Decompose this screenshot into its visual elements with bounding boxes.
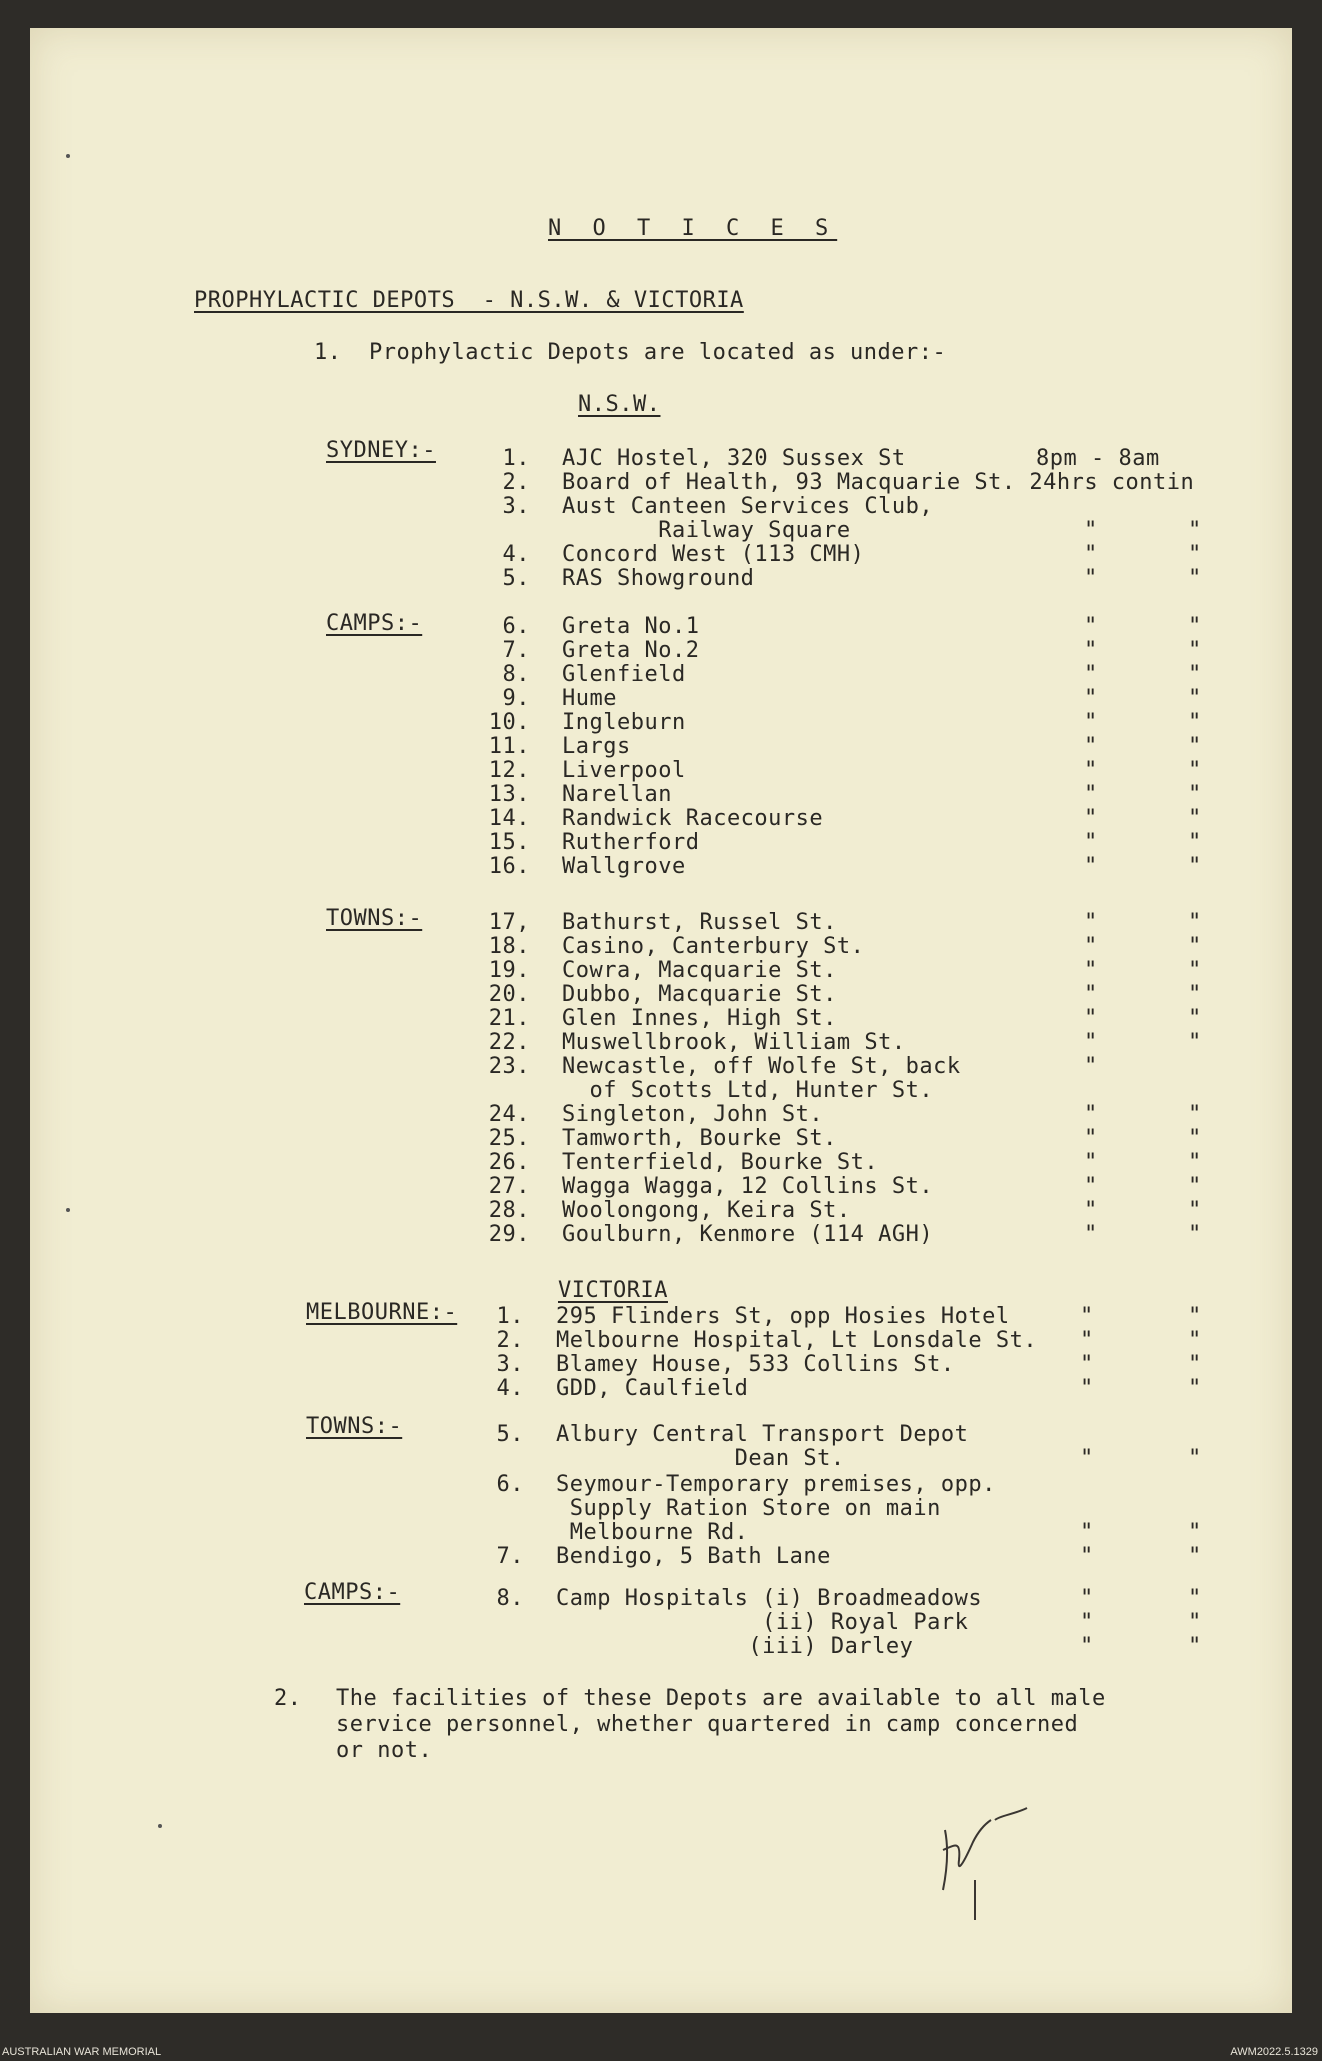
label-vic-camps: CAMPS:- [304, 1580, 401, 1605]
row-text: Casino, Canterbury St. [562, 934, 865, 959]
scan-speck [66, 1208, 70, 1212]
row-number: 13. [488, 782, 530, 807]
ditto-mark: " [1084, 734, 1098, 759]
row-number: 20. [488, 982, 530, 1007]
row-text: Albury Central Transport Depot [556, 1422, 969, 1447]
row-number: 5. [496, 1422, 524, 1447]
row-number: 5. [502, 566, 530, 591]
ditto-mark: " [1188, 1304, 1202, 1329]
ditto-mark: " [1188, 1006, 1202, 1031]
section-heading: PROPHYLACTIC DEPOTS - N.S.W. & VICTORIA [194, 288, 744, 313]
row-number: 25. [488, 1126, 530, 1151]
document-title: N O T I C E S [548, 216, 838, 241]
ditto-mark: " [1188, 1102, 1202, 1127]
ditto-mark: " [1188, 958, 1202, 983]
row-text: Concord West (113 CMH) [562, 542, 865, 567]
row-number: 2. [502, 470, 530, 495]
ditto-mark: " [1188, 686, 1202, 711]
label-sydney: SYDNEY:- [326, 438, 436, 463]
ditto-mark: " [1084, 1102, 1098, 1127]
row-number: 24. [488, 1102, 530, 1127]
row-text: Randwick Racecourse [562, 806, 824, 831]
ditto-mark: " [1188, 614, 1202, 639]
ditto-mark: " [1084, 1150, 1098, 1175]
ditto-mark: " [1188, 710, 1202, 735]
paragraph-2-number: 2. [274, 1686, 302, 1711]
label-vic-towns: TOWNS:- [306, 1414, 403, 1439]
ditto-mark: " [1084, 1006, 1098, 1031]
row-text: RAS Showground [562, 566, 755, 591]
ditto-mark: " [1080, 1610, 1094, 1635]
ditto-mark: " [1084, 982, 1098, 1007]
row-text: of Scotts Ltd, Hunter St. [562, 1078, 934, 1103]
row-text: Narellan [562, 782, 672, 807]
row-number: 17, [488, 910, 530, 935]
ditto-mark: " [1188, 806, 1202, 831]
ditto-mark: " [1084, 854, 1098, 879]
row-text: Bendigo, 5 Bath Lane [556, 1544, 831, 1569]
row-text: Seymour-Temporary premises, opp. [556, 1472, 996, 1497]
ditto-mark: " [1188, 1150, 1202, 1175]
row-text: Greta No.1 [562, 614, 700, 639]
row-number: 22. [488, 1030, 530, 1055]
ditto-mark: " [1188, 542, 1202, 567]
row-text: Dubbo, Macquarie St. [562, 982, 837, 1007]
ditto-mark: " [1080, 1304, 1094, 1329]
row-text: Largs [562, 734, 631, 759]
row-number: 10. [488, 710, 530, 735]
ditto-mark: " [1084, 614, 1098, 639]
row-number: 28. [488, 1198, 530, 1223]
row-hours: 8pm - 8am [1036, 446, 1160, 471]
footer-left: AUSTRALIAN WAR MEMORIAL [2, 2046, 162, 2058]
row-number: 8. [502, 662, 530, 687]
nsw-heading: N.S.W. [578, 392, 661, 417]
row-text: Railway Square [562, 518, 851, 543]
row-text: Woolongong, Keira St. [562, 1198, 851, 1223]
row-number: 6. [502, 614, 530, 639]
ditto-mark: " [1188, 830, 1202, 855]
ditto-mark: " [1188, 662, 1202, 687]
footer-right: AWM2022.5.1329 [1230, 2046, 1318, 2058]
row-text: GDD, Caulfield [556, 1376, 749, 1401]
label-melbourne: MELBOURNE:- [306, 1300, 458, 1325]
ditto-mark: " [1084, 806, 1098, 831]
paragraph-2-line-1: The facilities of these Depots are available to all male [336, 1686, 1106, 1711]
row-number: 8. [496, 1586, 524, 1611]
row-text: Rutherford [562, 830, 700, 855]
row-number: 7. [502, 638, 530, 663]
row-number: 19. [488, 958, 530, 983]
row-text: Melbourne Hospital, Lt Lonsdale St. [556, 1328, 1038, 1353]
ditto-mark: " [1080, 1586, 1094, 1611]
ditto-mark: " [1084, 782, 1098, 807]
ditto-mark: " [1084, 566, 1098, 591]
row-text: Greta No.2 [562, 638, 700, 663]
ditto-mark: " [1084, 1222, 1098, 1247]
ditto-mark: " [1188, 1586, 1202, 1611]
row-text: Supply Ration Store on main [556, 1496, 941, 1521]
ditto-mark: " [1084, 542, 1098, 567]
row-text: Board of Health, 93 Macquarie St. 24hrs contin [562, 470, 1195, 495]
ditto-mark: " [1188, 934, 1202, 959]
row-text: 295 Flinders St, opp Hosies Hotel [556, 1304, 1010, 1329]
ditto-mark: " [1084, 758, 1098, 783]
ditto-mark: " [1084, 934, 1098, 959]
label-camps: CAMPS:- [326, 611, 423, 636]
ditto-mark: " [1080, 1446, 1094, 1471]
paragraph-1: 1. Prophylactic Depots are located as under:- [314, 340, 947, 365]
ditto-mark: " [1188, 758, 1202, 783]
row-number: 4. [496, 1376, 524, 1401]
ditto-mark: " [1188, 1520, 1202, 1545]
ditto-mark: " [1080, 1544, 1094, 1569]
row-text: (ii) Royal Park [556, 1610, 969, 1635]
ditto-mark: " [1080, 1634, 1094, 1659]
ditto-mark: " [1188, 1222, 1202, 1247]
row-number: 7. [496, 1544, 524, 1569]
paragraph-2-line-3: or not. [336, 1738, 433, 1763]
row-number: 14. [488, 806, 530, 831]
ditto-mark: " [1188, 1376, 1202, 1401]
row-text: Liverpool [562, 758, 686, 783]
row-number: 3. [502, 494, 530, 519]
row-text: Camp Hospitals (i) Broadmeadows [556, 1586, 983, 1611]
ditto-mark: " [1084, 662, 1098, 687]
ditto-mark: " [1188, 1174, 1202, 1199]
row-text: Tenterfield, Bourke St. [562, 1150, 879, 1175]
ditto-mark: " [1188, 782, 1202, 807]
ditto-mark: " [1084, 686, 1098, 711]
handwritten-initials [935, 1790, 1075, 1920]
row-number: 12. [488, 758, 530, 783]
ditto-mark: " [1084, 1126, 1098, 1151]
row-number: 3. [496, 1352, 524, 1377]
ditto-mark: " [1084, 830, 1098, 855]
row-number: 18. [488, 934, 530, 959]
ditto-mark: " [1188, 1126, 1202, 1151]
ditto-mark: " [1084, 638, 1098, 663]
paragraph-2-line-2: service personnel, whether quartered in camp concerned [336, 1712, 1079, 1737]
scan-speck [66, 154, 70, 158]
ditto-mark: " [1188, 518, 1202, 543]
row-number: 2. [496, 1328, 524, 1353]
row-text: Aust Canteen Services Club, [562, 494, 934, 519]
ditto-mark: " [1188, 1610, 1202, 1635]
label-towns: TOWNS:- [326, 906, 423, 931]
ditto-mark: " [1188, 566, 1202, 591]
row-number: 23. [488, 1054, 530, 1079]
row-text: Dean St. [556, 1446, 845, 1471]
ditto-mark: " [1188, 1030, 1202, 1055]
row-text: (iii) Darley [556, 1634, 914, 1659]
row-text: Tamworth, Bourke St. [562, 1126, 837, 1151]
row-number: 29. [488, 1222, 530, 1247]
row-text: Melbourne Rd. [556, 1520, 749, 1545]
row-number: 27. [488, 1174, 530, 1199]
row-number: 15. [488, 830, 530, 855]
row-text: Ingleburn [562, 710, 686, 735]
scan-speck [158, 1824, 162, 1828]
ditto-mark: " [1188, 638, 1202, 663]
ditto-mark: " [1188, 1352, 1202, 1377]
row-text: Glenfield [562, 662, 686, 687]
row-number: 9. [502, 686, 530, 711]
ditto-mark: " [1188, 854, 1202, 879]
row-number: 1. [496, 1304, 524, 1329]
ditto-mark: " [1080, 1328, 1094, 1353]
ditto-mark: " [1188, 1446, 1202, 1471]
ditto-mark: " [1188, 1198, 1202, 1223]
ditto-mark: " [1188, 982, 1202, 1007]
row-text: Bathurst, Russel St. [562, 910, 837, 935]
row-text: AJC Hostel, 320 Sussex St [562, 446, 906, 471]
row-text: Glen Innes, High St. [562, 1006, 837, 1031]
ditto-mark: " [1084, 518, 1098, 543]
row-number: 6. [496, 1472, 524, 1497]
row-text: Blamey House, 533 Collins St. [556, 1352, 955, 1377]
ditto-mark: " [1084, 1198, 1098, 1223]
ditto-mark: " [1080, 1520, 1094, 1545]
row-text: Newcastle, off Wolfe St, back [562, 1054, 961, 1079]
row-text: Wagga Wagga, 12 Collins St. [562, 1174, 934, 1199]
ditto-mark: " [1188, 1544, 1202, 1569]
row-text: Wallgrove [562, 854, 686, 879]
row-number: 26. [488, 1150, 530, 1175]
ditto-mark: " [1084, 710, 1098, 735]
ditto-mark: " [1188, 1634, 1202, 1659]
ditto-mark: " [1084, 910, 1098, 935]
row-number: 16. [488, 854, 530, 879]
row-number: 21. [488, 1006, 530, 1031]
row-text: Goulburn, Kenmore (114 AGH) [562, 1222, 934, 1247]
ditto-mark: " [1188, 910, 1202, 935]
ditto-mark: " [1080, 1376, 1094, 1401]
ditto-mark: " [1084, 1030, 1098, 1055]
row-number: 11. [488, 734, 530, 759]
ditto-mark: " [1084, 958, 1098, 983]
row-text: Hume [562, 686, 617, 711]
row-text: Cowra, Macquarie St. [562, 958, 837, 983]
ditto-mark: " [1080, 1352, 1094, 1377]
victoria-heading: VICTORIA [558, 1278, 668, 1303]
row-text: Muswellbrook, William St. [562, 1030, 906, 1055]
row-text: Singleton, John St. [562, 1102, 824, 1127]
ditto-mark: " [1188, 1328, 1202, 1353]
row-number: 1. [502, 446, 530, 471]
row-number: 4. [502, 542, 530, 567]
ditto-mark: " [1084, 1174, 1098, 1199]
ditto-mark: " [1188, 734, 1202, 759]
ditto-mark: " [1084, 1054, 1098, 1079]
